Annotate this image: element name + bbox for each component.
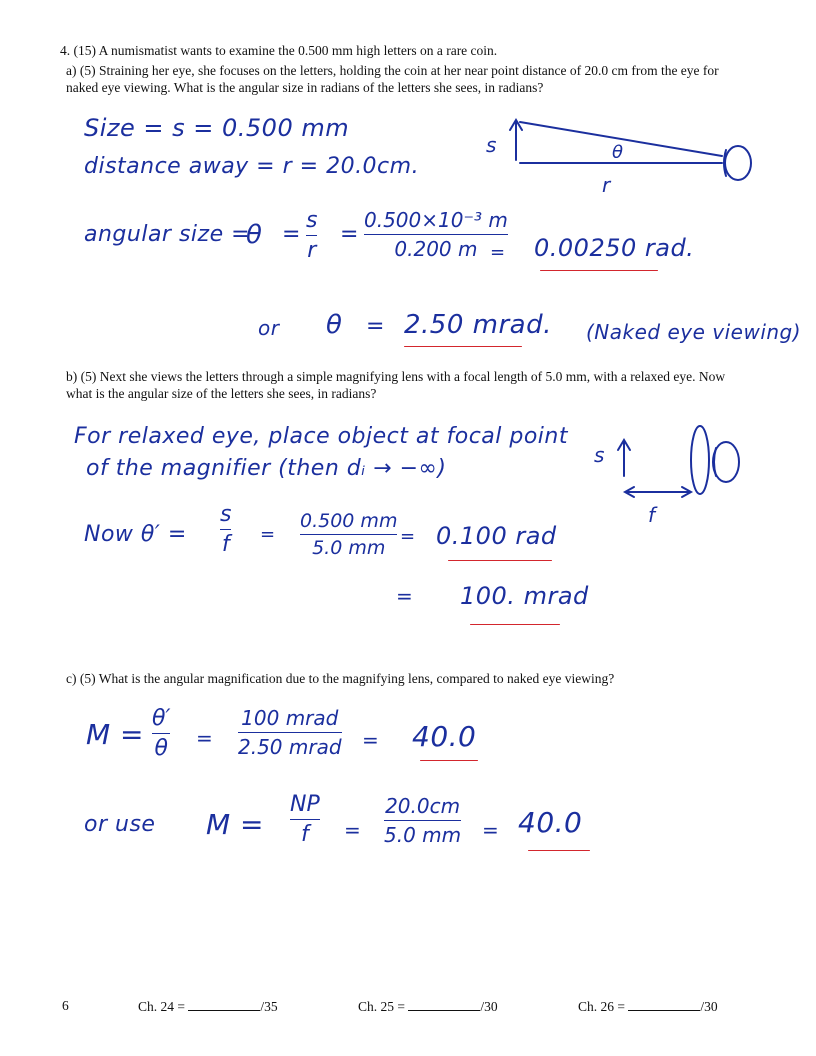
fraction-denominator: 5.0 mm (384, 823, 462, 847)
M-equals-label: M = (206, 808, 265, 841)
ch26-score (578, 998, 718, 1015)
ch26-total: /30 (700, 999, 718, 1014)
fraction-denominator: f (221, 532, 230, 557)
np-value-fraction (384, 794, 461, 847)
equals-sign: = (344, 818, 362, 842)
equals-sign: = (490, 242, 506, 263)
ch26-blank[interactable] (628, 998, 700, 1011)
fraction-numerator: s (306, 208, 318, 233)
part-b-line-2: of the magnifier (then dᵢ → −∞) (86, 456, 447, 481)
ch26-label: Ch. 26 = (578, 999, 625, 1014)
part-a-question: a) (5) Straining her eye, she focuses on the letters, holding the coin at her near point distance of 20.0 cm from the eye for naked eye viewing. What is the angular size in radians of the letters she sees, in radians? (66, 63, 719, 95)
fraction-denominator: 2.50 mrad (238, 735, 342, 759)
part-b-result: 0.100 rad (436, 522, 557, 550)
equals-sign: = (340, 222, 359, 247)
fraction-denominator: r (307, 238, 317, 263)
fraction-numerator: 0.500×10⁻³ m (364, 208, 508, 232)
diagram-f-label: f (648, 503, 656, 527)
problem-header: 4. (15) A numismatist wants to examine the 0.500 mm high letters on a rare coin. (60, 43, 498, 58)
ch24-total: /35 (260, 999, 278, 1014)
M-equals-label: M = (86, 718, 145, 751)
part-c-question: c) (5) What is the angular magnification due to the magnifying lens, compared to naked eye viewing? (66, 671, 615, 686)
equals-sign: = (362, 728, 380, 752)
part-b-alt-result-underline (470, 624, 560, 625)
fraction-denominator: f (300, 822, 309, 847)
part-b-question: b) (5) Next she views the letters through a simple magnifying lens with a focal length of 5.0 mm, with a relaxed eye. Now what is the angular size of the letters she sees, in radians? (66, 369, 726, 401)
theta-symbol: θ (246, 220, 263, 250)
part-c-result-2-underline (528, 850, 590, 851)
equals-sign: = (482, 818, 500, 842)
part-c-result-underline (420, 760, 478, 761)
or-use-label: or use (84, 812, 156, 837)
diagram-r-label: r (602, 173, 611, 197)
fraction-denominator: θ (154, 736, 168, 761)
value-fraction (300, 510, 397, 559)
ch24-label: Ch. 24 = (138, 999, 185, 1014)
ch25-label: Ch. 25 = (358, 999, 405, 1014)
naked-eye-note: (Naked eye viewing) (586, 320, 802, 344)
ch25-total: /30 (480, 999, 498, 1014)
np-over-f-fraction (290, 792, 320, 847)
ch25-score (358, 998, 498, 1015)
now-theta-prime-label: Now θ′ = (84, 522, 187, 547)
size-line: Size = s = 0.500 mm (84, 114, 350, 142)
equals-sign: = (260, 524, 276, 545)
part-a-result: 0.00250 rad. (534, 234, 695, 262)
part-b-alt-result: 100. mrad (460, 582, 589, 610)
equals-sign: = (282, 222, 301, 247)
theta-symbol: θ (326, 310, 343, 340)
fraction-numerator: 20.0cm (385, 794, 461, 818)
mrad-fraction (238, 706, 342, 759)
part-c-result: 40.0 (412, 720, 477, 753)
eye-lens (714, 448, 716, 476)
ch24-blank[interactable] (188, 998, 260, 1011)
distance-line: distance away = r = 20.0cm. (84, 154, 420, 179)
fraction-numerator: 0.500 mm (300, 510, 398, 532)
equals-sign: = (366, 314, 385, 339)
equals-sign: = (196, 726, 214, 750)
s-over-f-fraction (220, 502, 231, 557)
fraction-numerator: 100 mrad (241, 706, 339, 730)
angular-size-label: angular size = (84, 222, 251, 247)
fraction-denominator: 0.200 m (394, 237, 478, 261)
fraction-numerator: s (220, 502, 232, 527)
equals-sign: = (396, 584, 414, 608)
ch24-score (138, 998, 278, 1015)
ch25-blank[interactable] (408, 998, 480, 1011)
theta-ratio-fraction (152, 706, 170, 761)
fraction-numerator: NP (290, 792, 320, 817)
diagram-s-label: s (486, 133, 497, 157)
or-word: or (258, 316, 280, 340)
page-number: 6 (62, 998, 69, 1013)
lens-icon (691, 426, 709, 494)
part-b-line-1: For relaxed eye, place object at focal point (74, 424, 568, 449)
diagram-theta-label: θ (612, 142, 624, 163)
equals-sign: = (400, 526, 416, 547)
fraction-numerator: θ′ (152, 706, 171, 731)
fraction-denominator: 5.0 mm (312, 537, 386, 559)
part-b-result-underline (448, 560, 552, 561)
part-a-alt-result: 2.50 mrad. (404, 310, 552, 340)
part-c-result-2: 40.0 (518, 806, 583, 839)
diagram-s-label: s (594, 443, 605, 467)
